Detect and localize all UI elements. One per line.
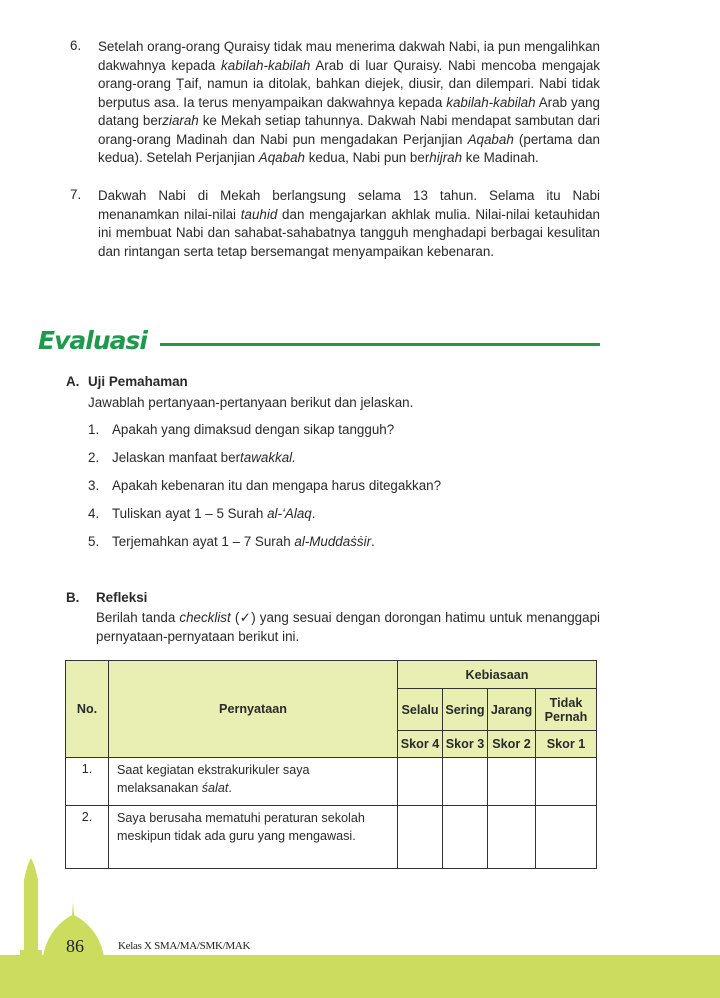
evaluasi-heading: Evaluasi: [38, 326, 147, 355]
text-run: Berilah tanda: [96, 610, 180, 625]
text-run: Apakah kebenaran itu dan mengapa harus ditegakkan?: [112, 478, 442, 493]
checkbox-cell[interactable]: [536, 758, 597, 806]
score-header: Skor 4: [398, 731, 443, 758]
text-run: ke Madinah.: [462, 150, 539, 165]
col-statement-header: Pernyataan: [109, 661, 398, 758]
italic-term: śalat: [201, 781, 229, 795]
option-header: Jarang: [488, 689, 536, 731]
option-header: Selalu: [398, 689, 443, 731]
text-run: (✓) yang sesuai dengan dorongan hatimu untuk menanggapi pernyataan-pernyataan berikut ini.: [96, 610, 600, 644]
italic-term: ziarah: [162, 113, 199, 128]
question-text: [112, 534, 375, 549]
text-run: dan mengajarkan akhlak mulia. Nilai-nilai ketauhidan ini membuat Nabi dan sahabat-sahabatnya tangguh menghadapi berbagai kesulitan dan rintangan serta tetap bersemangat menyampaikan kebenaran.: [98, 206, 600, 259]
italic-term: tawakkal.: [240, 450, 296, 465]
italic-term: checklist: [179, 610, 231, 625]
italic-term: Aqabah: [467, 131, 514, 147]
text-run: Terjemahkan ayat 1 – 7 Surah: [112, 534, 295, 549]
italic-term: al-‘Alaq: [267, 506, 312, 521]
question-text: [112, 478, 441, 493]
italic-term: Aqabah: [258, 150, 305, 165]
question-text: [112, 422, 394, 437]
question-number: 4.: [88, 506, 100, 521]
section-b-title: Refleksi: [96, 590, 148, 605]
text-run: Saat kegiatan ekstrakurikuler saya melaksanakan: [117, 763, 310, 795]
section-b-instruction: [96, 609, 600, 646]
italic-term: hijrah: [429, 150, 463, 165]
text-run: kedua, Nabi pun ber: [304, 150, 430, 165]
text-run: Tuliskan ayat 1 – 5 Surah: [112, 506, 268, 521]
row-statement: [109, 758, 398, 806]
col-no-header: No.: [66, 661, 109, 758]
table-row: [66, 758, 597, 806]
italic-term: tauhid: [240, 206, 278, 222]
question-text: [112, 450, 296, 465]
checkbox-cell[interactable]: [488, 758, 536, 806]
text-run: Jelaskan manfaat ber: [112, 450, 241, 465]
checkbox-cell[interactable]: [398, 758, 443, 806]
group-header: Kebiasaan: [398, 661, 597, 689]
option-header: Sering: [443, 689, 488, 731]
text-run: Saya berusaha mematuhi peraturan sekolah meskipun tidak ada guru yang mengawasi.: [117, 811, 365, 843]
item-number: 6.: [70, 38, 82, 53]
question-text: [112, 506, 315, 521]
checkbox-cell[interactable]: [443, 758, 488, 806]
reflection-table: [65, 660, 597, 869]
italic-term: kabilah-kabilah: [221, 57, 311, 73]
paragraph-7: [98, 187, 600, 261]
text-run: .: [371, 534, 375, 549]
text-run: Arab yang datang ber: [98, 94, 600, 128]
text-run: Dakwah Nabi di Mekah berlangsung selama 13 tahun. Selama itu Nabi menanamkan nilai-nilai: [98, 188, 600, 222]
option-header: Tidak Pernah: [536, 689, 597, 731]
question-number: 5.: [88, 534, 100, 549]
question-number: 1.: [88, 422, 100, 437]
score-header: Skor 3: [443, 731, 488, 758]
question-number: 2.: [88, 450, 100, 465]
section-b-letter: B.: [66, 590, 80, 605]
book-title: Kelas X SMA/MA/SMK/MAK: [118, 940, 251, 952]
section-a-instruction: Jawablah pertanyaan-pertanyaan berikut dan jelaskan.: [88, 395, 414, 410]
section-a-title: Uji Pemahaman: [88, 374, 188, 389]
text-run: Arab di luar Quraisy. Nabi mencoba mengajak orang-orang Ṭaif, namun ia ditolak, bahkan diejek, diusir, dan dilempari. Nabi tidak berputus asa. Ia terus menyampaikan dakwahnya kepada: [98, 57, 600, 110]
question-number: 3.: [88, 478, 100, 493]
text-run: .: [228, 781, 232, 795]
text-run: ke Mekah setiap tahunnya. Dakwah Nabi mendapat sambutan dari orang-orang Madinah dan Nabi pun mengadakan Perjanjian: [98, 113, 600, 147]
heading-rule: [160, 343, 600, 346]
italic-term: kabilah-kabilah: [446, 94, 536, 110]
page-number: 86: [66, 936, 84, 956]
row-number: 2.: [66, 806, 109, 869]
score-header: Skor 1: [536, 731, 597, 758]
paragraph-6: [98, 38, 600, 168]
footer-band: [0, 955, 720, 998]
text-run: Setelah orang-orang Quraisy tidak mau menerima dakwah Nabi, ia pun mengalihkan dakwahnya kepada: [98, 39, 600, 73]
text-run: (pertama dan kedua). Setelah Perjanjian: [98, 131, 600, 165]
row-number: 1.: [66, 758, 109, 806]
text-run: .: [311, 506, 316, 521]
section-a-letter: A.: [66, 374, 80, 389]
score-header: Skor 2: [488, 731, 536, 758]
text-run: Apakah yang dimaksud dengan sikap tangguh?: [112, 422, 395, 437]
item-number: 7.: [70, 187, 82, 202]
italic-term: al-Muddaṡṡir: [294, 534, 372, 549]
